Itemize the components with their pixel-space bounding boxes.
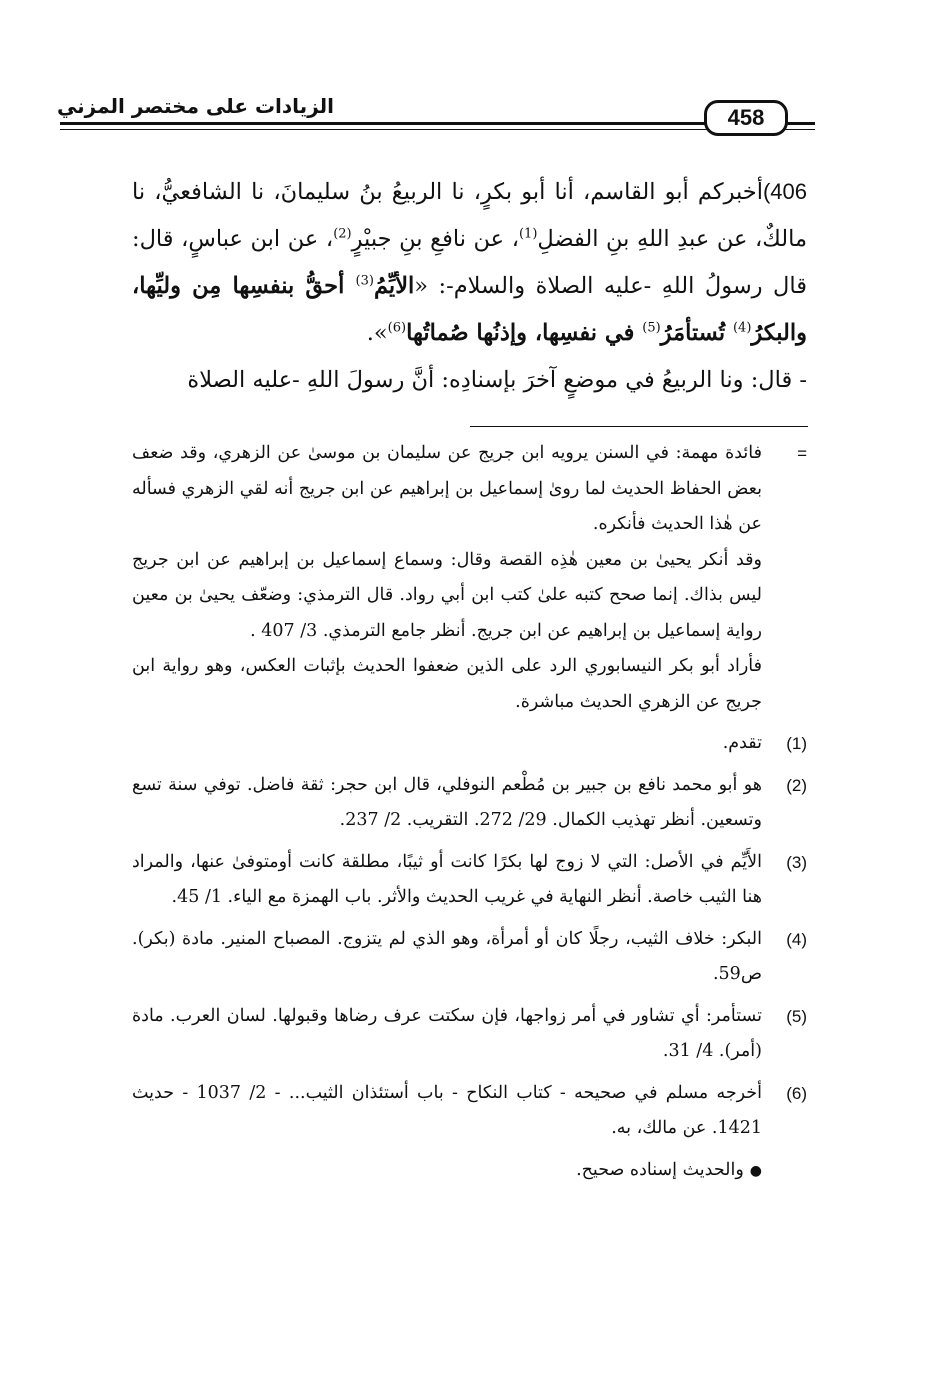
footnote-text: تستأمر: أي تشاور في أمر زواجها، فإن سكتت عرف رضاها وقبولها. لسان العرب. مادة (أمر). 4/ 31. [132,1005,762,1061]
hadith-text: في نفسِها، وإذنُها صُماتُها [406,320,643,346]
main-text [132,168,807,404]
footnote-ref[interactable]: (4) [732,320,752,336]
header-rule-thin [60,129,815,130]
footnote-marker: (6) [786,1083,807,1103]
footnote-marker: (1) [786,734,807,753]
header-rule [60,122,815,125]
footnote-ref[interactable]: (2) [333,226,352,242]
bullet-icon: ● [749,1162,762,1179]
footnote-text: تقدم. [722,733,762,753]
footnotes [132,436,807,1189]
footnote-marker: (2) [786,775,807,795]
footnote-continuation [132,436,807,720]
footnote-ref[interactable]: (6) [387,320,407,336]
page-header [56,92,815,137]
footnote-separator [470,426,808,427]
footnote-ref[interactable]: (1) [518,226,538,242]
isnad-text: مالكٌ، عن عبدِ اللهِ بنِ الفضلِ [537,226,807,252]
grading-note [132,1153,807,1190]
footnote-ref[interactable]: (3) [355,273,374,289]
isnad-text: ، عن نافعِ بنِ جبيْرٍ [351,226,519,252]
footnote-text: هو أبو محمد نافع بن جبير بن مُطْعم النوفلي، قال ابن حجر: ثقة فاضل. توفي سنة تسع وتسعين. أنظر تهذيب الكمال. 29/ 272. التقريب. 2/ 237. [132,774,762,830]
footnote-text: البكر: خلاف الثيب، رجلًا كان أو أمرأة، وهو الذي لم يتزوج. المصباح المنير. مادة (بكر). ص59. [132,928,762,984]
grading-text: والحديث إسناده صحيح. [576,1159,744,1180]
footnote-text: فأراد أبو بكر النيسابوري الرد على الذين ضعفوا الحديث بإثبات العكس، وهو رواية ابن جريج عن الزهري الحديث مباشرة. [132,656,762,712]
hadith-number: 406) [762,179,807,204]
footnote-marker: (3) [786,852,807,872]
footnote-marker: (5) [786,1006,807,1026]
footnote-3 [132,845,807,916]
footnote-ref[interactable]: (5) [642,320,661,336]
footnote-text: وقد أنكر يحيىٰ بن معين هٰذِه القصة وقال: وسماع إسماعيل بن إبراهيم عن ابن جريج ليس بذاك. إنما صحح كتبه علىٰ كتب ابن أبي رواد. قال الترمذي: وضعّف يحيىٰ بن معين رواية إسماعيل بن إبراهيم عن ابن جريج. أنظر جامع الترمذي. 3/ 407 . [132,549,762,641]
book-title: الزيادات على مختصر المزني [51,94,340,118]
footnote-text: فائدة مهمة: في السنن يرويه ابن جريج عن سليمان بن موسىٰ عن الزهري، وقد ضعف بعض الحفاظ الحديث لما روىٰ إسماعيل بن إبراهيم عن ابن جريج أنه لقي الزهري فسأله عن هٰذا الحديث فأنكره. [132,443,762,534]
footnote-2 [132,768,807,839]
continuation-marker: = [797,444,807,463]
footnote-text: الأَيِّم في الأصل: التي لا زوج لها بكرًا كانت أو ثيبًا، مطلقة كانت أومتوفىٰ عنها، والمراد هنا الثيب خاصة. أنظر النهاية في غريب الحديث والأثر. باب الهمزة مع الياء. 1/ 45. [132,851,762,907]
footnote-1 [132,726,807,762]
hadith-text: تُستأمَرُ [660,320,733,346]
footnote-6 [132,1076,807,1147]
isnad-text: أخبركم أبو القاسم، أنا أبو بكرٍ، نا الربيعُ بنُ سليمانَ، نا الشافعيُّ، نا [132,179,763,205]
narration-paragraph: - قال: ونا الربيعُ في موضعٍ آخرَ بإسنادِه: أنَّ رسولَ اللهِ -عليه الصلاة [187,367,807,393]
isnad-text: ، عن ابن عباسٍ، قال: قال رسولُ اللهِ -عليه الصلاة والسلام-: « [132,226,807,299]
hadith-text: أحقُّ بنفسِها مِن وليِّها، والبكرُ [132,273,807,346]
footnote-text: أخرجه مسلم في صحيحه - كتاب النكاح - باب أستئذان الثيب... - 2/ 1037 - حديث 1421. عن مالك، به. [132,1082,762,1138]
footnote-5 [132,999,807,1070]
hadith-paragraph [132,168,807,357]
page-number: 458 [704,100,788,136]
footnote-marker: (4) [786,929,807,949]
hadith-text: الأيِّمُ [373,273,415,299]
footnote-4 [132,922,807,993]
quote-close: ». [366,320,388,346]
